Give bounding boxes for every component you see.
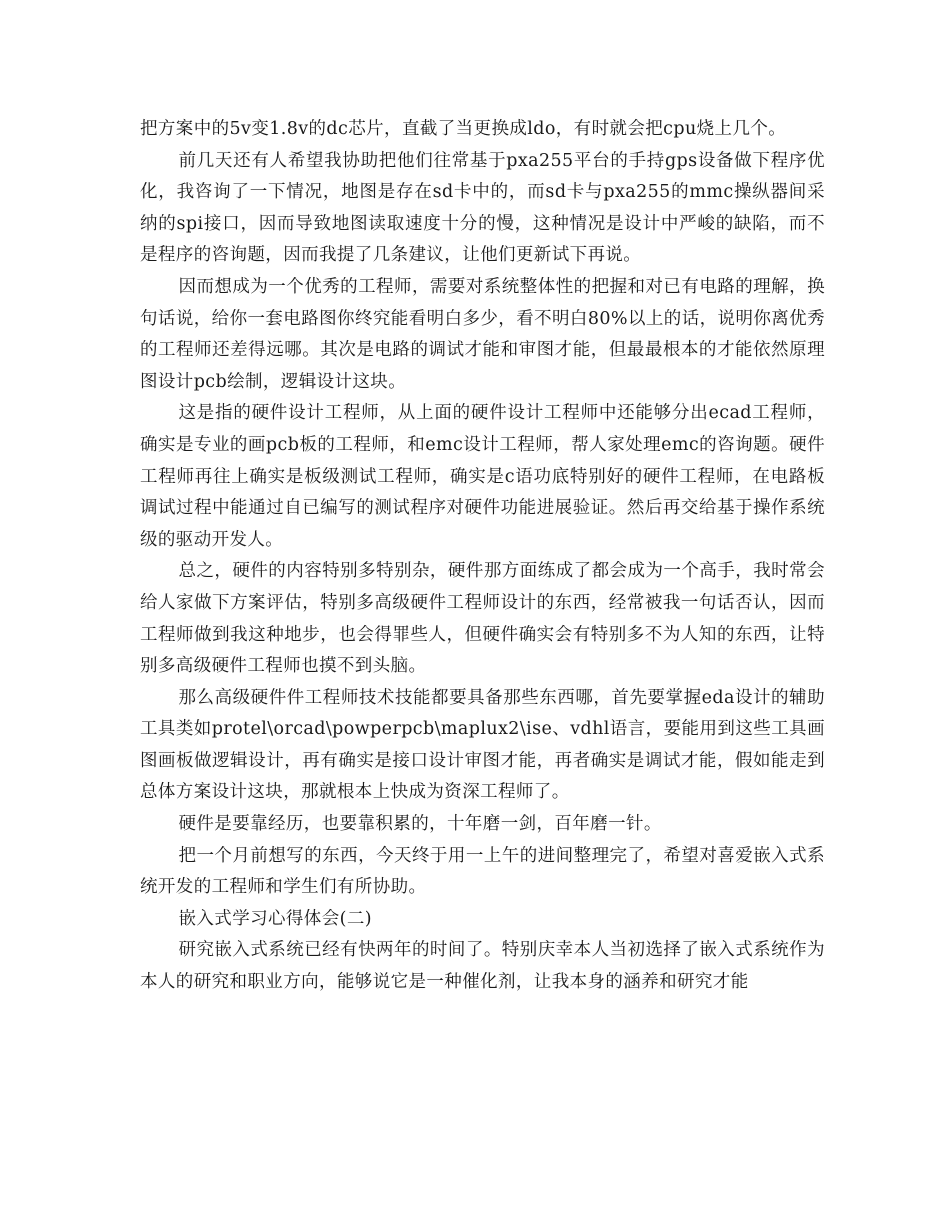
document-body <box>140 114 825 999</box>
paragraph-1: 把方案中的5v变1.8v的dc芯片，直截了当更换成ldo，有时就会把cpu烧上几个。 <box>140 119 787 139</box>
paragraph-10: 研究嵌入式系统已经有快两年的时间了。特别庆幸本人当初选择了嵌入式系统作为本人的研究和职业方向，能够说它是一种催化剂，让我本身的涵养和研究才能 <box>140 940 825 993</box>
paragraph-5: 总之，硬件的内容特别多特别杂，硬件那方面练成了都会成为一个高手，我时常会给人家做下方案评估，特别多高级硬件工程师设计的东西，经常被我一句话否认，因而工程师做到我这种地步，也会得罪些人，但硬件确实会有特别多不为人知的东西，让特别多高级硬件工程师也摸不到头脑。 <box>140 561 825 677</box>
section-heading: 嵌入式学习心得体会(二) <box>178 908 372 929</box>
paragraph-4: 这是指的硬件设计工程师，从上面的硬件设计工程师中还能够分出ecad工程师，确实是专业的画pcb板的工程师，和emc设计工程师，帮人家处理emc的咨询题。硬件工程师再往上确实是板级测试工程师，确实是c语功底特别好的硬件工程师，在电路板调试过程中能通过自已编写的测试程序对硬件功能进展验证。然后再交给基于操作系统级的驱动开发人。 <box>140 403 825 550</box>
paragraph-8: 把一个月前想写的东西，今天终于用一上午的进间整理完了，希望对喜爱嵌入式系统开发的工程师和学生们有所协助。 <box>140 845 825 898</box>
paragraph-6: 那么高级硬件件工程师技术技能都要具备那些东西哪，首先要掌握eda设计的辅助工具类如protel\orcad\powperpcb\maplux2\ise、vdhl语言，要能用到这些工具画图画板做逻辑设计，再有确实是接口设计审图才能，再者确实是调试才能，假如能走到总体方案设计这块，那就根本上快成为资深工程师了。 <box>140 687 825 803</box>
paragraph-3: 因而想成为一个优秀的工程师，需要对系统整体性的把握和对已有电路的理解，换句话说，给你一套电路图你终究能看明白多少，看不明白80%以上的话，说明你离优秀的工程师还差得远哪。其次是电路的调试才能和审图才能，但最最根本的才能依然原理图设计pcb绘制，逻辑设计这块。 <box>140 276 825 392</box>
paragraph-7: 硬件是要靠经历，也要靠积累的，十年磨一剑，百年磨一针。 <box>178 814 662 835</box>
paragraph-2: 前几天还有人希望我协助把他们往常基于pxa255平台的手持gps设备做下程序优化，我咨询了一下情况，地图是存在sd卡中的，而sd卡与pxa255的mmc操纵器间采纳的spi接口，因而导致地图读取速度十分的慢，这种情况是设计中严峻的缺陷，而不是程序的咨询题，因而我提了几条建议，让他们更新试下再说。 <box>140 150 825 266</box>
